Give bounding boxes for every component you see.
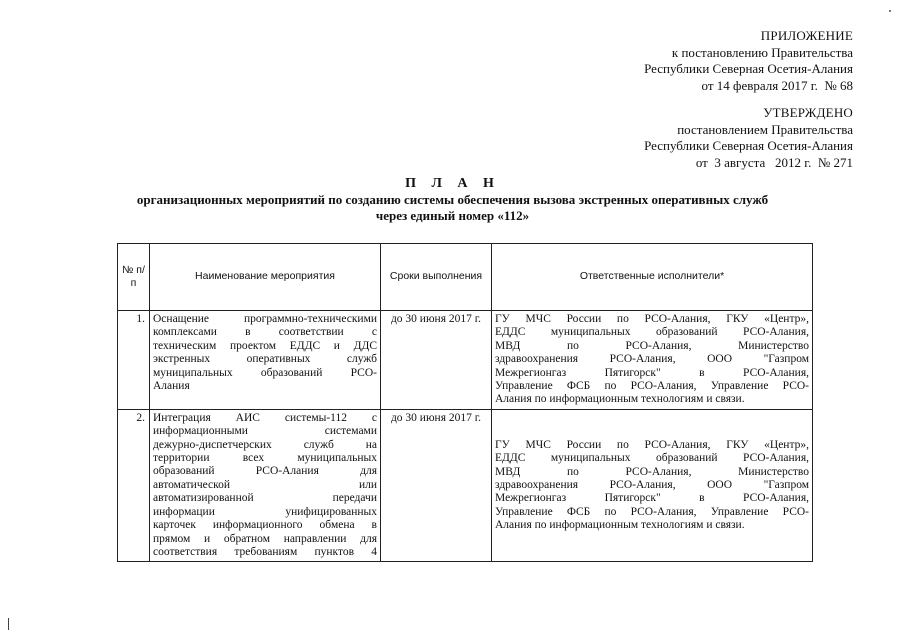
row-name-line: образований РСО-Алания для xyxy=(153,465,377,478)
approved-line-2: постановлением Правительства xyxy=(677,121,853,137)
appendix-line-2: к постановлению Правительства xyxy=(671,44,853,60)
header-name: Наименование мероприятия xyxy=(150,244,381,311)
row-term: до 30 июня 2017 г. xyxy=(381,311,492,410)
table-header-row xyxy=(118,244,813,311)
row-name-line: муниципальных образований РСО- xyxy=(153,366,377,379)
row-resp-line: Управление ФСБ по РСО-Алания, Управление РСО- xyxy=(495,380,809,393)
row-name-line: автоматической или xyxy=(153,478,377,491)
scan-edge-mark xyxy=(8,618,9,630)
row-name-line: карточек информационного обмена в xyxy=(153,519,377,532)
row-name-line: информации унифицированных xyxy=(153,505,377,518)
row-resp xyxy=(492,311,813,410)
appendix-title: ПРИЛОЖЕНИЕ xyxy=(760,28,853,43)
appendix-header xyxy=(644,28,853,94)
header-term: Сроки выполнения xyxy=(381,244,492,311)
row-name-line: Интеграция АИС системы-112 с xyxy=(153,411,377,424)
row-name-line: территории всех муниципальных xyxy=(153,452,377,465)
row-num: 2. xyxy=(118,409,150,561)
plan-heading: П Л А Н xyxy=(405,176,500,191)
row-name-line: дежурно-диспетчерских служб на xyxy=(153,438,377,451)
approved-line-3: Республики Северная Осетия-Алания xyxy=(644,138,853,153)
row-resp-line: Межрегионгаз Пятигорск" в РСО-Алания, xyxy=(495,366,809,379)
header-resp: Ответственные исполнители* xyxy=(492,244,813,311)
row-name-line: информационными системами xyxy=(153,425,377,438)
row-name-line: комплексами в соответствии с xyxy=(153,326,377,339)
row-term: до 30 июня 2017 г. xyxy=(381,409,492,561)
row-name-line: техническим проектом ЕДДС и ДДС xyxy=(153,339,377,352)
appendix-line-4: от 14 февраля 2017 г. № 68 xyxy=(701,77,853,93)
plan-subtitle-line-2: через единый номер «112» xyxy=(375,208,530,223)
row-name-line: Оснащение программно-техническими xyxy=(153,313,377,325)
approved-line-4: от 3 августа 2012 г. № 271 xyxy=(695,154,853,170)
approved-title: УТВЕРЖДЕНО xyxy=(763,105,853,120)
row-name-line: экстренных оперативных служб xyxy=(153,353,377,366)
plan-subtitle-line-1: организационных мероприятий по созданию системы обеспечения вызова экстренных оперативных служб xyxy=(136,192,769,207)
row-resp-line: Управление ФСБ по РСО-Алания, Управление РСО- xyxy=(495,505,809,518)
row-name-line: прямом и обратном направлении для xyxy=(153,532,377,545)
row-resp-line: Алания по информационным технологиям и связи. xyxy=(495,393,745,406)
row-resp-spacer xyxy=(495,412,809,439)
row-resp-line: ГУ МЧС России по РСО-Алания, ГКУ «Центр», xyxy=(495,313,809,325)
row-name-line: соответствия требованиям пунктов 4 xyxy=(153,545,377,558)
row-num: 1. xyxy=(118,311,150,410)
row-name-line: автоматизированной передачи xyxy=(153,492,377,505)
header-num: № п/п xyxy=(118,244,150,311)
row-resp-line: ГУ МЧС России по РСО-Алания, ГКУ «Центр», xyxy=(495,438,809,451)
plan-title xyxy=(0,176,905,224)
plan-table xyxy=(117,243,813,562)
table-row xyxy=(118,311,813,410)
row-resp-line: здравоохранения РСО-Алания, ООО "Газпром xyxy=(495,353,809,366)
row-resp-line: ЕДДС муниципальных образований РСО-Алания, xyxy=(495,452,809,465)
row-resp-line: МВД по РСО-Алания, Министерство xyxy=(495,465,809,478)
row-resp xyxy=(492,409,813,561)
approved-header xyxy=(644,105,853,171)
row-name xyxy=(150,409,381,561)
row-name-line: Алания xyxy=(153,380,190,393)
row-resp-line: Алания по информационным технологиям и связи. xyxy=(495,519,745,532)
row-resp-line: Межрегионгаз Пятигорск" в РСО-Алания, xyxy=(495,492,809,505)
table-row xyxy=(118,409,813,561)
scan-speck xyxy=(889,10,891,12)
row-resp-line: МВД по РСО-Алания, Министерство xyxy=(495,339,809,352)
row-resp-line: ЕДДС муниципальных образований РСО-Алания, xyxy=(495,326,809,339)
row-name xyxy=(150,311,381,410)
appendix-line-3: Республики Северная Осетия-Алания xyxy=(644,61,853,76)
row-resp-line: здравоохранения РСО-Алания, ООО "Газпром xyxy=(495,479,809,492)
